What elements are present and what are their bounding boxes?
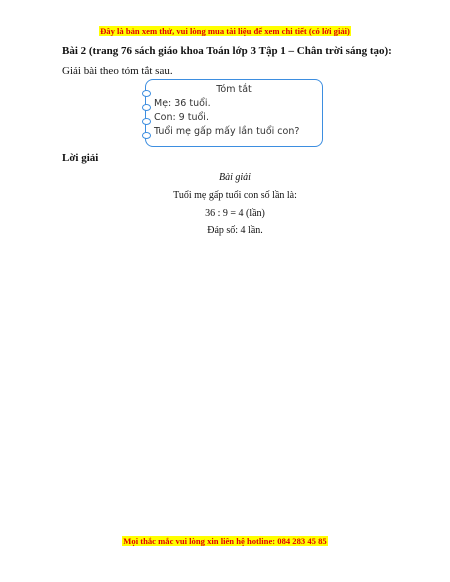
summary-line-question: Tuổi mẹ gấp mấy lần tuổi con? (154, 126, 300, 137)
solution-label: Bài giải (219, 172, 251, 183)
solution-answer: Đáp số: 4 lần. (207, 225, 263, 236)
preview-banner-text: Đây là bản xem thử, vui lòng mua tài liệu để xem chi tiết (có lời giải) (100, 26, 350, 36)
hotline-banner-text: Mọi thắc mắc vui lòng xin liên hệ hotline: 084 283 45 85 (123, 536, 327, 546)
solution-statement: Tuổi mẹ gấp tuổi con số lần là: (173, 190, 297, 201)
question-text: Giải bài theo tóm tắt sau. (62, 65, 173, 77)
summary-line-child: Con: 9 tuổi. (154, 112, 209, 123)
summary-title: Tóm tắt (216, 84, 252, 95)
summary-box (145, 79, 323, 147)
hotline-banner (0, 536, 450, 546)
binder-ring-icon (142, 132, 151, 139)
binder-ring-icon (142, 118, 151, 125)
solution-calculation: 36 : 9 = 4 (lần) (205, 208, 265, 219)
question-label: Bài 2 (trang 76 sách giáo khoa Toán lớp 3 Tập 1 – Chân trời sáng tạo): (62, 45, 392, 57)
preview-banner (0, 26, 450, 36)
summary-line-mother: Mẹ: 36 tuổi. (154, 98, 211, 109)
solution-heading: Lời giải (62, 152, 99, 164)
binder-ring-icon (142, 104, 151, 111)
question-paragraph (62, 41, 402, 81)
